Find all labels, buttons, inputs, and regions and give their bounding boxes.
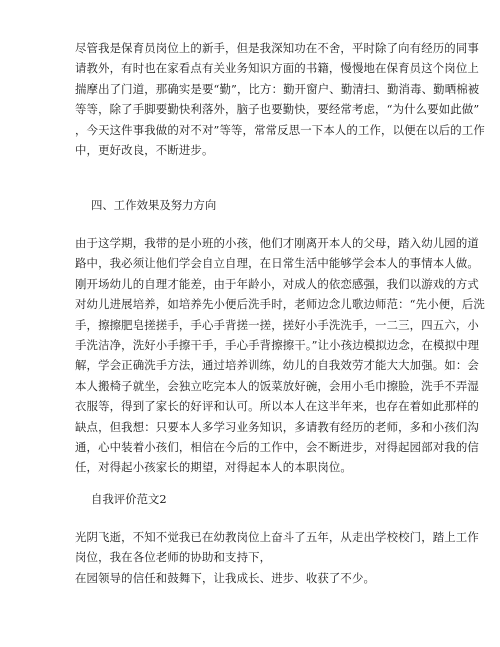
text-line: 本人搬椅子就坐，会独立吃完本人的饭菜放好碗，会用小毛巾擦脸，洗手不弄湿 — [75, 378, 479, 393]
paragraph-small-class — [75, 233, 485, 478]
text-line: 光阴飞逝，不知不觉我已在幼教岗位上奋斗了五年，从走出学校校门，踏上工作 — [75, 530, 479, 544]
text-line: 在园领导的信任和鼓舞下，让我成长、进步、收获了不少。 — [75, 570, 376, 585]
text-line: 通，心中装着小孩们，相信在今后的工作中，会不断进步，对得起园部对我的信 — [75, 439, 479, 454]
paragraph-sample-two — [75, 527, 479, 588]
text-line: 缺点，但我想：只要本人多学习业务知识，多请教有经历的老师，多和小孩们沟 — [75, 419, 479, 434]
text-line: ，今天这件事我做的对不对”等等，常常反思一下本人的工作，以便在以后的工作 — [75, 122, 485, 137]
text-line: 路中，我必须让他们学会自立自理，在日常生活中能够学会本人的事情本人做。 — [75, 256, 479, 271]
text-line: 岗位，我在各位老师的协助和支持下， — [75, 550, 272, 565]
text-line: 手，擦擦肥皂搓搓手，手心手背搓一搓，搓好小手洗洗手，一二三，四五六，小 — [75, 317, 479, 332]
section-heading-sample-two: 自我评价范文2 — [91, 492, 167, 506]
paragraph-diligence — [75, 38, 485, 160]
text-line: 揣摩出了门道，那确实是要“勤”，比方：勤开窗户、勤清扫、勤消毒、勤晒棉被 — [75, 81, 480, 96]
text-line: 等等，除了手脚要勤快利落外，脑子也要勤快，要经常考虑，“为什么要如此做” — [75, 102, 480, 117]
text-line: 手洗洁净，洗好小手擦干手，手心手背擦擦干。”让小孩边模拟边念，在模拟中理 — [75, 337, 480, 352]
text-line: 由于这学期，我带的是小班的小孩，他们才刚离开本人的父母，踏入幼儿园的道 — [75, 236, 479, 250]
text-line: 刚开场幼儿的自理才能差，由于年龄小，对成人的依恋感强，我们以游戏的方式 — [75, 276, 479, 291]
text-line: 中，更好改良，不断进步。 — [75, 142, 214, 157]
text-line: 衣服等，得到了家长的好评和认可。所以本人在这半年来，也存在着如此那样的 — [75, 399, 479, 414]
text-line: 解，学会正确洗手方法，通过培养训练，幼儿的自我效劳才能大大加强。如：会 — [75, 358, 479, 373]
section-heading-work-results: 四、工作效果及努力方向 — [91, 198, 217, 212]
text-line: 任，对得起小孩家长的期望，对得起本人的本职岗位。 — [75, 460, 352, 475]
text-line: 对幼儿进展培养，如培养先小便后洗手时，老师边念儿歌边师范：“先小便，后洗 — [75, 297, 485, 312]
text-line: 尽管我是保育员岗位上的新手，但是我深知功在不舍，平时除了向有经历的同事 — [75, 41, 479, 55]
text-line: 请教外，有时也在家看点有关业务知识方面的书籍，慢慢地在保育员这个岗位上 — [75, 61, 479, 76]
